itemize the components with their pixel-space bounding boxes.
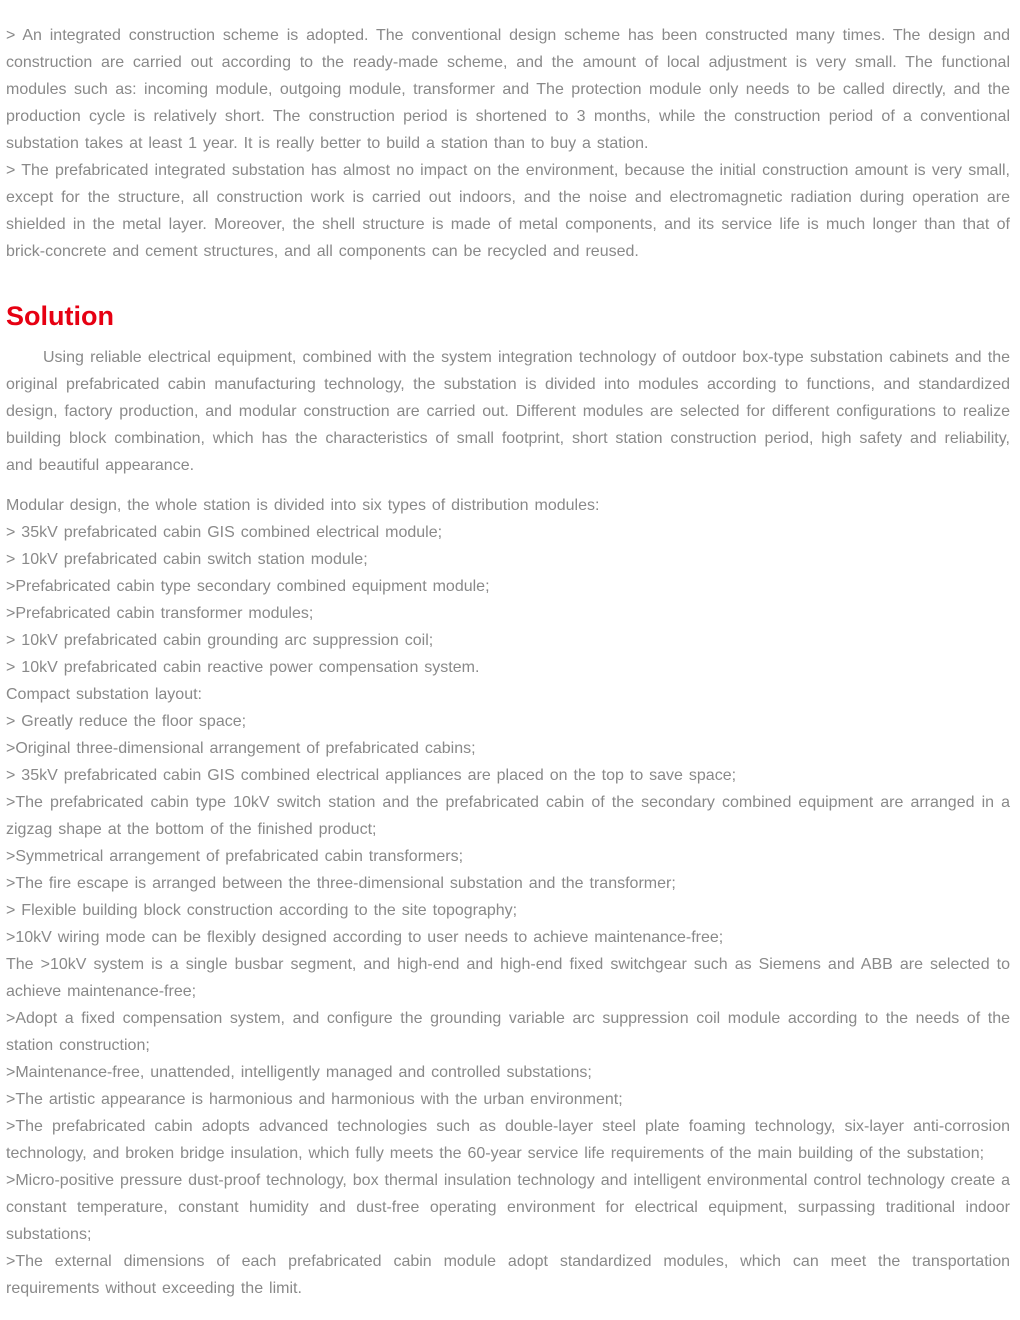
solution-line: >Prefabricated cabin transformer modules; [6, 605, 314, 622]
solution-line: >The prefabricated cabin adopts advanced technologies such as double-layer steel plate foaming technology, six-layer anti-corrosion technology, and broken bridge insulation, which fully meets the 60-year service life requirements of the main building of the substation; [6, 1118, 1010, 1162]
solution-line: > Greatly reduce the floor space; [6, 713, 247, 730]
solution-line: > 35kV prefabricated cabin GIS combined electrical module; [6, 524, 443, 541]
solution-line: >The artistic appearance is harmonious and harmonious with the urban environment; [6, 1091, 623, 1108]
solution-line: >Adopt a fixed compensation system, and configure the grounding variable arc suppression coil module according to the needs of the station construction; [6, 1010, 1010, 1054]
solution-line: >Original three-dimensional arrangement of prefabricated cabins; [6, 740, 476, 757]
solution-line: >10kV wiring mode can be flexibly designed according to user needs to achieve maintenance-free; [6, 929, 724, 946]
solution-line: Compact substation layout: [6, 686, 202, 703]
solution-line: >Prefabricated cabin type secondary combined equipment module; [6, 578, 490, 595]
intro-paragraph: > The prefabricated integrated substation has almost no impact on the environment, because the initial construction amount is very small, except for the structure, all construction work is carried out indoors, and the noise and electromagnetic radiation during operation are shielded in the metal layer. Moreover, the shell structure is made of metal components, and its service life is much longer than that of brick-concrete and cement structures, and all components can be recycled and reused. [6, 162, 1010, 260]
solution-line: >The external dimensions of each prefabricated cabin module adopt standardized modules, which can meet the transportation requirements without exceeding the limit. [6, 1253, 1010, 1297]
solution-line: >Maintenance-free, unattended, intelligently managed and controlled substations; [6, 1064, 592, 1081]
solution-line: > 10kV prefabricated cabin grounding arc suppression coil; [6, 632, 434, 649]
solution-heading: Solution [6, 301, 114, 331]
intro-paragraph: > An integrated construction scheme is adopted. The conventional design scheme has been constructed many times. The design and construction are carried out according to the ready-made scheme, and the amount of local adjustment is very small. The functional modules such as: incoming module, outgoing module, transformer and The protection module only needs to be called directly, and the production cycle is relatively short. The construction period is shortened to 3 months, while the construction period of a conventional substation takes at least 1 year. It is really better to build a station than to buy a station. [6, 27, 1010, 152]
solution-line: >Micro-positive pressure dust-proof technology, box thermal insulation technology and intelligent environmental control technology create a constant temperature, constant humidity and dust-free operating environment for electrical equipment, surpassing traditional indoor substations; [6, 1172, 1010, 1243]
solution-line: > 10kV prefabricated cabin switch station module; [6, 551, 368, 568]
solution-line: >Symmetrical arrangement of prefabricated cabin transformers; [6, 848, 464, 865]
solution-intro-paragraph: Using reliable electrical equipment, combined with the system integration technology of outdoor box-type substation cabinets and the original prefabricated cabin manufacturing technology, the substation is divided into modules according to functions, and standardized design, factory production, and modular construction are carried out. Different modules are selected for different configurations to realize building block combination, which has the characteristics of small footprint, short station construction period, high safety and reliability, and beautiful appearance. [6, 349, 1010, 474]
solution-line: > Flexible building block construction according to the site topography; [6, 902, 518, 919]
solution-line: The >10kV system is a single busbar segment, and high-end and high-end fixed switchgear such as Siemens and ABB are selected to achieve maintenance-free; [6, 956, 1010, 1000]
solution-line: >The prefabricated cabin type 10kV switch station and the prefabricated cabin of the secondary combined equipment are arranged in a zigzag shape at the bottom of the finished product; [6, 794, 1010, 838]
solution-line: > 10kV prefabricated cabin reactive power compensation system. [6, 659, 480, 676]
solution-line: > 35kV prefabricated cabin GIS combined electrical appliances are placed on the top to save space; [6, 767, 737, 784]
solution-line: Modular design, the whole station is divided into six types of distribution modules: [6, 497, 600, 514]
solution-line: >The fire escape is arranged between the three-dimensional substation and the transformer; [6, 875, 676, 892]
intro-paragraphs [6, 22, 1010, 265]
solution-lines [6, 492, 1010, 1302]
